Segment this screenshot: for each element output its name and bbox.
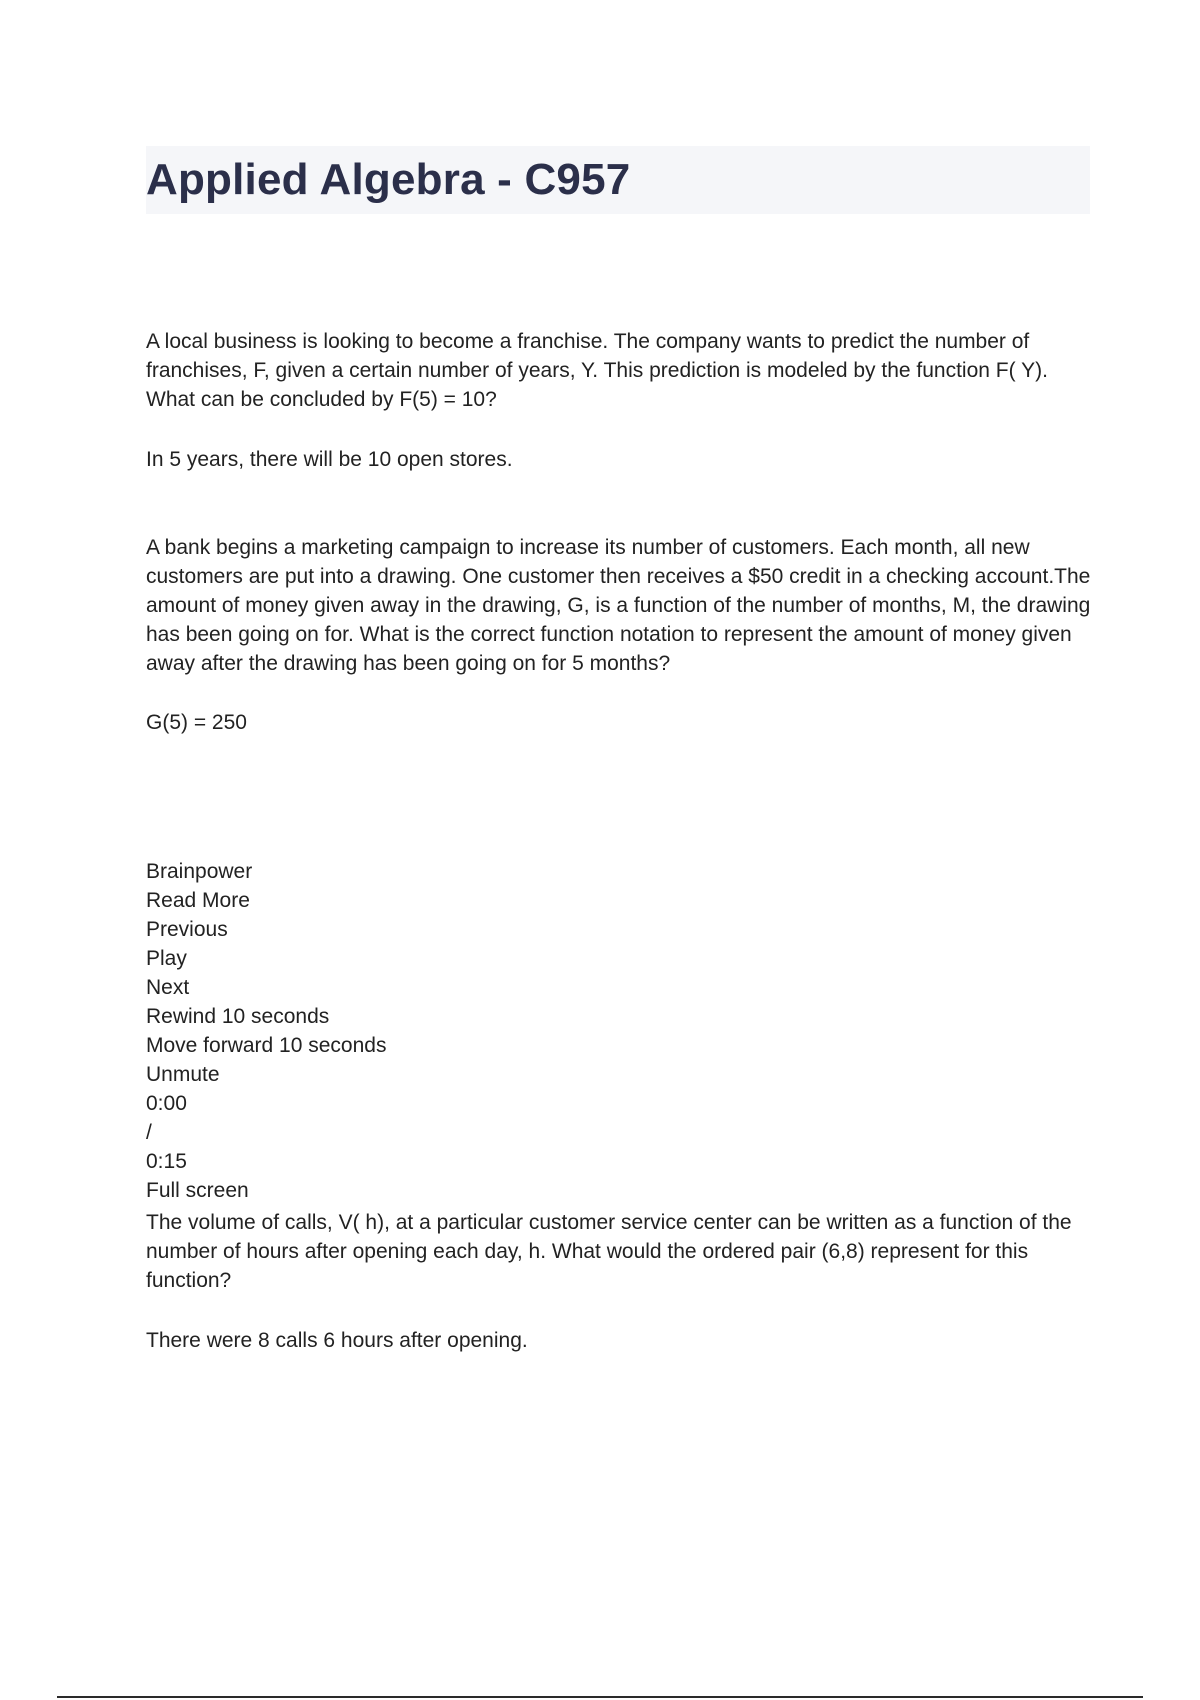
next-button[interactable]: Next [146,976,190,999]
page-footer-divider [57,1696,1143,1698]
current-time: 0:00 [146,1092,187,1115]
question-2 [146,533,1091,678]
question-1 [146,327,1091,414]
unmute-button[interactable]: Unmute [146,1063,220,1086]
question-text: A bank begins a marketing campaign to increase its number of customers. Each month, all new customers are put into a drawing. One customer then receives a $50 credit in a checking account.The amount of money given away in the drawing, G, is a function of the number of months, M, the drawing has been going on for. What is the correct function notation to represent the amount of money given away after the drawing has been going on for 5 months? [146,536,1091,675]
answer-1 [146,445,1091,474]
forward-button[interactable]: Move forward 10 seconds [146,1034,387,1057]
duration: 0:15 [146,1150,187,1173]
answer-text: In 5 years, there will be 10 open stores. [146,448,513,471]
answer-3 [146,1326,1091,1355]
time-separator: / [146,1121,152,1144]
player-brand-label: Brainpower [146,860,253,883]
play-button[interactable]: Play [146,947,187,970]
fullscreen-button[interactable]: Full screen [146,1179,249,1202]
read-more-link[interactable]: Read More [146,889,250,912]
answer-2 [146,708,1091,737]
question-3 [146,1208,1091,1295]
question-text: The volume of calls, V( h), at a particular customer service center can be written as a function of the number of hours after opening each day, h. What would the ordered pair (6,8) represent for this function? [146,1211,1072,1292]
question-text: A local business is looking to become a franchise. The company wants to predict the number of franchises, F, given a certain number of years, Y. This prediction is modeled by the function F( Y). What can be concluded by F(5) = 10? [146,330,1048,411]
previous-button[interactable]: Previous [146,918,228,941]
answer-text: G(5) = 250 [146,711,247,734]
title-band [146,146,1090,214]
embedded-video-player [146,857,1091,1205]
page-title: Applied Algebra - C957 [146,155,631,204]
rewind-button[interactable]: Rewind 10 seconds [146,1005,330,1028]
answer-text: There were 8 calls 6 hours after opening. [146,1329,528,1352]
